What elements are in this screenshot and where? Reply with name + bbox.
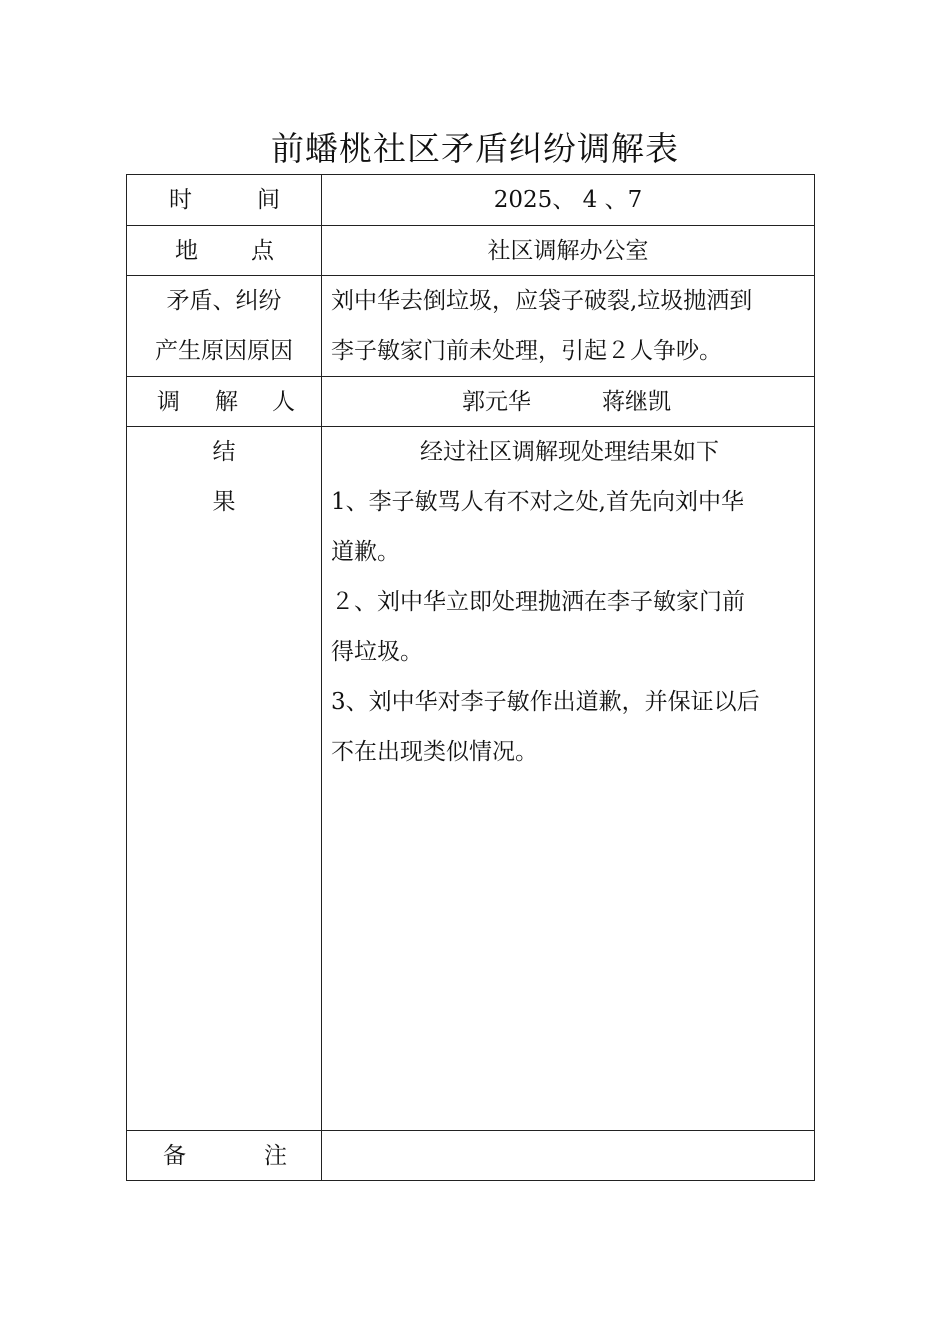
label-time-char-2: 间 <box>257 187 280 213</box>
value-time: 2025、 4 、7 <box>493 187 643 213</box>
result-line-6: 不在出现类似情况。 <box>331 739 538 765</box>
form-title: 前蟠桃社区矛盾纠纷调解表 <box>271 129 679 168</box>
value-time-cell <box>322 175 814 225</box>
row-place <box>127 226 814 276</box>
result-line-5: 3、刘中华对李子敏作出道歉，并保证以后 <box>331 689 760 715</box>
label-time-char-1: 时 <box>169 187 192 213</box>
mediator-name-2: 蒋继凯 <box>602 389 671 415</box>
label-mediator <box>127 377 322 426</box>
label-time <box>127 175 322 225</box>
label-place-char-2: 点 <box>251 238 274 264</box>
result-line-2: 道歉。 <box>331 539 400 565</box>
value-place: 社区调解办公室 <box>487 238 649 264</box>
value-remarks-text <box>322 1131 814 1181</box>
row-remarks <box>127 1131 814 1180</box>
label-remarks <box>127 1131 322 1180</box>
result-line-3: ２、刘中华立即处理抛洒在李子敏家门前 <box>331 589 745 615</box>
label-place-char-1: 地 <box>175 238 198 264</box>
label-mediator-char-2: 解 <box>215 389 238 415</box>
label-result-char-1: 结 <box>212 439 236 465</box>
value-cause-line-1: 刘中华去倒垃圾，应袋子破裂,垃圾抛洒到 <box>331 288 753 314</box>
label-cause-line-1: 矛盾、纠纷 <box>166 288 282 314</box>
label-cause-line-2: 产生原因原因 <box>155 338 293 364</box>
label-mediator-char-3: 人 <box>272 389 295 415</box>
value-cause-line-2: 李子敏家门前未处理，引起２人争吵。 <box>331 338 722 364</box>
value-cause <box>322 276 814 376</box>
value-remarks <box>322 1131 814 1180</box>
value-mediator <box>322 377 814 426</box>
result-heading: 经过社区调解现处理结果如下 <box>420 439 719 465</box>
label-remarks-char-2: 注 <box>264 1143 287 1169</box>
value-place-cell <box>322 226 814 275</box>
mediation-form-table <box>126 174 815 1181</box>
row-result <box>127 427 814 1131</box>
row-time <box>127 175 814 226</box>
label-cause <box>127 276 322 376</box>
label-result <box>127 427 322 1130</box>
row-mediator <box>127 377 814 427</box>
result-line-4: 得垃圾。 <box>331 639 423 665</box>
result-line-1: 1、李子敏骂人有不对之处,首先向刘中华 <box>331 489 744 515</box>
row-cause <box>127 276 814 377</box>
value-result <box>322 427 814 1130</box>
mediator-name-1: 郭元华 <box>462 389 531 415</box>
label-remarks-char-1: 备 <box>163 1143 186 1169</box>
label-place <box>127 226 322 275</box>
label-mediator-char-1: 调 <box>157 389 180 415</box>
label-result-char-2: 果 <box>212 489 236 515</box>
